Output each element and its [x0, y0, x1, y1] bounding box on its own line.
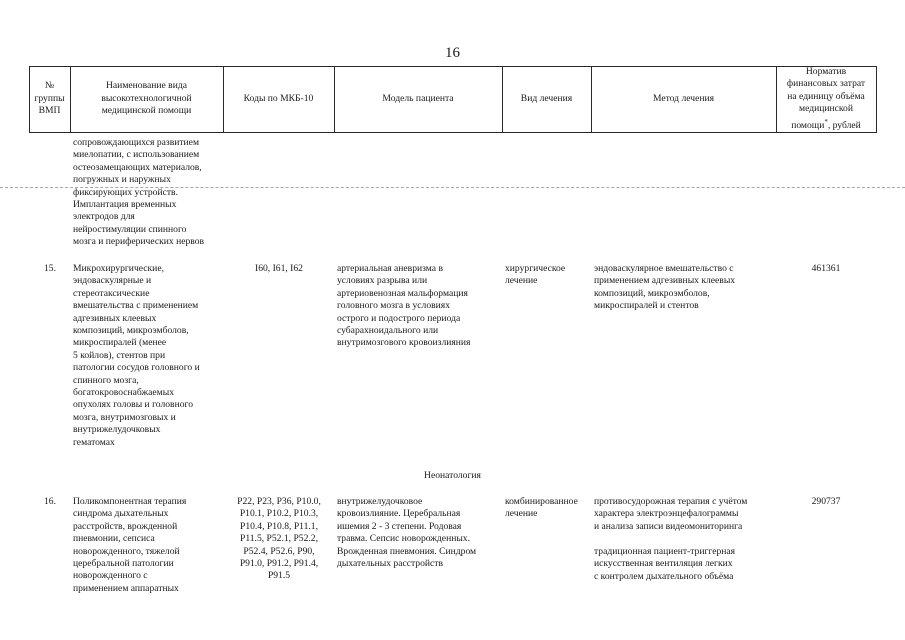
header-patient-model: Модель пациента — [382, 92, 454, 104]
footnote-mark: * — [824, 117, 828, 126]
header-treatment-type: Вид лечения — [520, 92, 573, 104]
row-number: 15. — [44, 263, 56, 274]
header-care-type-name: Наименование вида высокотехнологичной медицинской помощи — [101, 80, 192, 117]
row-treatment-method: противосудорожная терапия с учётом характера электроэнцефалограммы и анализа записи видеомониторинга — [594, 496, 748, 532]
header-bottom-border — [29, 132, 877, 133]
col-border — [876, 66, 877, 132]
row-icd10-codes: I60, I61, I62 — [255, 263, 303, 274]
row-cost-norm: 461361 — [811, 263, 841, 274]
header-treatment-method: Метод лечения — [652, 92, 715, 104]
header-icd10-codes: Коды по МКБ-10 — [243, 92, 314, 104]
row-treatment-method: традиционная пациент-триггерная искусственная вентиляция легких с контролем дыхательного объёма — [594, 546, 736, 582]
page-number: 16 — [445, 45, 460, 61]
continuation-care-name: сопровождающихся развитием миелопатии, с использованием остеозамещающих материалов, погружных и наружных фиксирующих устройств. Имплантация временных электродов для нейростимуляции спинного мозга и периферических нервов — [73, 137, 205, 248]
row-treatment-type: хирургическое лечение — [505, 263, 566, 287]
header-group-number: № группы ВМП — [34, 80, 65, 117]
row-number: 16. — [44, 496, 56, 507]
section-title: Неонатология — [424, 470, 481, 481]
header-cost-norm-unit: , рублей — [827, 119, 861, 131]
row-care-name: Микрохирургические, эндоваскулярные и стереотаксические вмешательства с применением адгезивных клеевых композиций, микроэмболов, микроспиралей (менее 5 койлов), стентов при патологии сосудов головного и спинного мозга, богатокровоснабжаемых опухолях головы и головного мозга, внутримозговых и внутрижелудочковых гематомах — [73, 263, 200, 448]
row-treatment-type: комбинированное лечение — [505, 496, 578, 520]
row-cost-norm: 290737 — [811, 496, 841, 507]
row-patient-model: артериальная аневризма в условиях разрыва или артериовенозная мальформация головного мозга в условиях острого и подострого периода субарахноидального или внутримозгового кровоизлияния — [337, 263, 471, 349]
row-icd10-codes: P22, P23, P36, P10.0, P10.1, P10.2, P10.3, P10.4, P10.8, P11.1, P11.5, P52.1, P52.2, P52.4, P52.6, P90, P91.0, P91.2, P91.4, P91.5 — [237, 496, 321, 582]
header-cost-norm-text: Норматив финансовых затрат на единицу объёма медицинской помощи — [786, 65, 866, 131]
row-treatment-method: эндоваскулярное вмешательство с применением адгезивных клеевых композиций, микроэмболов, микроспиралей и стентов — [594, 263, 736, 312]
header-cost-norm — [776, 66, 876, 132]
row-patient-model: внутрижелудочковое кровоизлияние. Церебральная ишемия 2 - 3 степени. Родовая травма. Сепсис новорожденных. Врожденная пневмония. Синдром дыхательных расстройств — [337, 496, 477, 570]
row-care-name: Поликомпонентная терапия синдрома дыхательных расстройств, врожденной пневмонии, сепсиса новорожденного, тяжелой церебральной патологии новорожденного с применением аппаратных — [73, 496, 187, 594]
